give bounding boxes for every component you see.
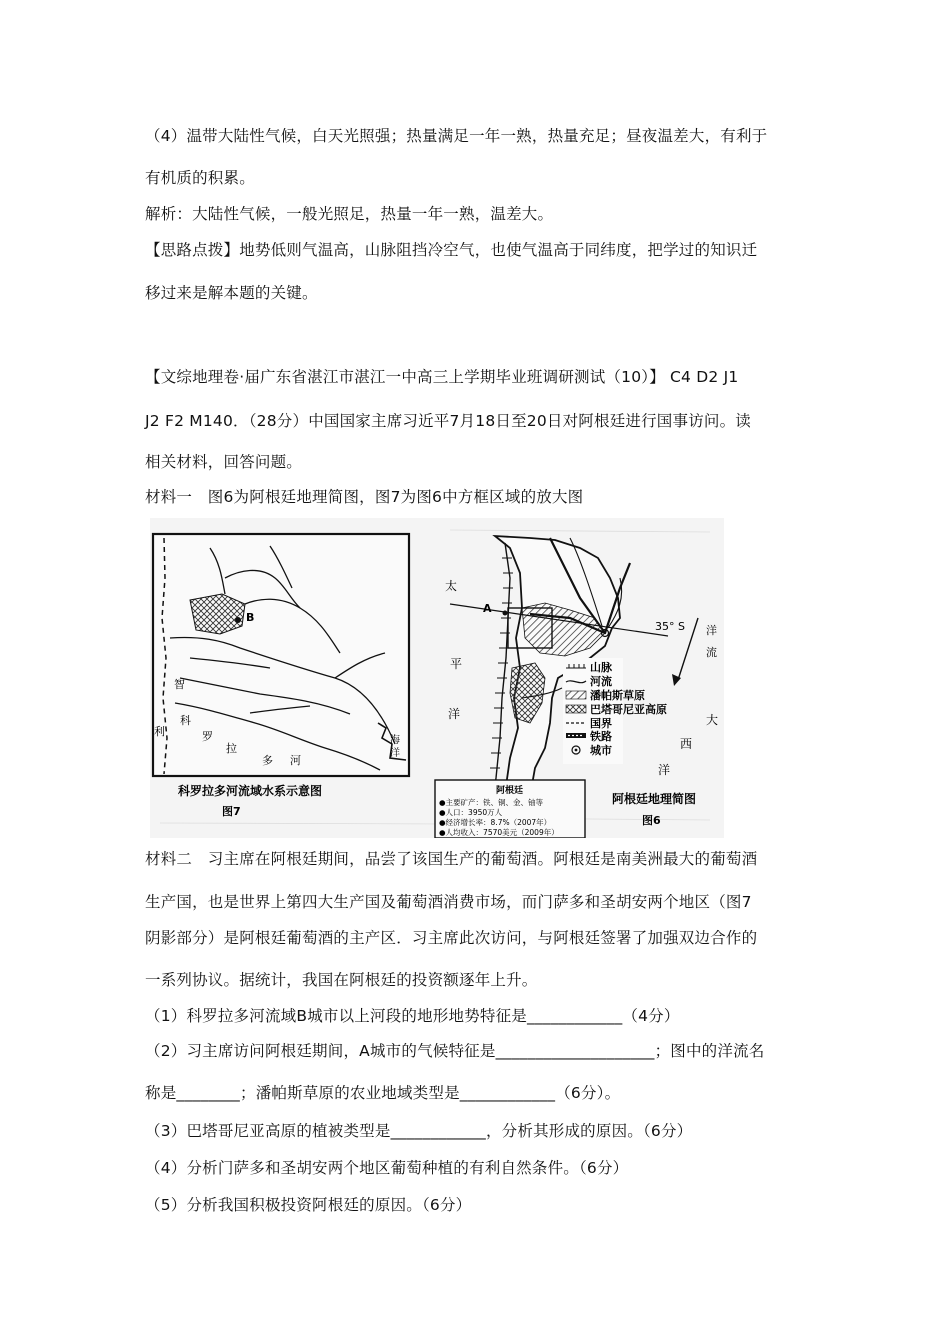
river-label-1: 科 — [180, 714, 191, 727]
current-label-2: 流 — [706, 646, 717, 659]
river-label-3: 拉 — [226, 742, 237, 755]
question-1-line: （1）科罗拉多河流域B城市以上河段的地形地势特征是____________（4分） — [145, 1007, 680, 1025]
figure-6-caption: 图6 — [642, 814, 661, 827]
river-label-2: 罗 — [202, 730, 213, 743]
material-2-line-2: 生产国，也是世界上第四大生产国及葡萄酒消费市场，而门萨多和圣胡安两个地区（图7 — [145, 893, 752, 911]
city-a-label: A — [483, 602, 492, 615]
chile-label-1: 智 — [174, 678, 185, 691]
atlantic-label-2: 西 — [680, 737, 693, 751]
legend-item-river: 河流 — [590, 675, 612, 688]
answer-4-line-2: 有机质的积累。 — [145, 169, 255, 187]
pacific-label-3: 洋 — [448, 707, 461, 721]
city-b-label: B — [246, 611, 255, 624]
pacific-label-1: 太 — [445, 579, 458, 593]
question-intro-line-1: J2 F2 M140．（28分）中国国家主席习近平7月18日至20日对阿根廷进行国事访问。读 — [145, 412, 752, 430]
atlantic-label-1: 大 — [706, 713, 719, 727]
argentina-infobox — [435, 780, 585, 838]
infobox-row: ●人口：3950万人 — [439, 808, 503, 817]
material-2-line-1: 材料二 习主席在阿根廷期间，品尝了该国生产的葡萄酒。阿根廷是南美洲最大的葡萄酒 — [145, 850, 758, 868]
infobox-row: ●人均收入：7570美元（2009年） — [439, 828, 559, 837]
answer-4-line-1: （4）温带大陆性气候，白天光照强；热量满足一年一熟，热量充足；昼夜温差大，有利于 — [145, 127, 768, 145]
question-4-line: （4）分析门萨多和圣胡安两个地区葡萄种植的有利自然条件。（6分） — [145, 1159, 629, 1177]
analysis-line: 解析：大陆性气候，一般光照足，热量一年一熟，温差大。 — [145, 205, 554, 223]
figure-7-title: 科罗拉多河流域水系示意图 — [178, 784, 323, 798]
question-2-line-2: 称是________；潘帕斯草原的农业地域类型是____________（6分）。 — [145, 1084, 621, 1102]
hint-line-1: 【思路点拨】地势低则气温高，山脉阻挡冷空气，也使气温高于同纬度，把学过的知识迁 — [145, 241, 758, 259]
question-3-line: （3）巴塔哥尼亚高原的植被类型是____________，分析其形成的原因。（6分） — [145, 1122, 693, 1140]
map-figure — [150, 518, 724, 838]
legend-item-pampas: 潘帕斯草原 — [590, 689, 645, 702]
legend-item-mountain: 山脉 — [590, 661, 612, 674]
legend-item-patagonia: 巴塔哥尼亚高原 — [590, 703, 667, 716]
legend-item-railway: 铁路 — [590, 730, 612, 743]
hint-line-2: 移过来是解本题的关键。 — [145, 284, 318, 302]
sea-label-1: 海 — [390, 735, 400, 746]
material-1-line: 材料一 图6为阿根廷地理简图，图7为图6中方框区域的放大图 — [145, 488, 584, 506]
question-intro-line-2: 相关材料，回答问题。 — [145, 453, 303, 471]
material-2-line-4: 一系列协议。据统计，我国在阿根廷的投资额逐年上升。 — [145, 971, 538, 989]
river-label-5: 河 — [290, 754, 301, 767]
river-label-4: 多 — [262, 754, 273, 767]
figure-6-title: 阿根廷地理简图 — [612, 792, 697, 806]
chile-label-2: 利 — [154, 725, 165, 738]
infobox-row: ●经济增长率：8.7%（2007年） — [439, 818, 552, 827]
latitude-label: 35° S — [655, 620, 685, 633]
pacific-label-2: 平 — [450, 657, 463, 671]
legend-item-city: 城市 — [590, 744, 612, 757]
current-label-1: 洋 — [706, 624, 717, 637]
figure-7-map — [153, 534, 409, 818]
infobox-title: 阿根廷 — [496, 786, 524, 796]
question-2-line-1: （2）习主席访问阿根廷期间，A城市的气候特征是____________________；图中的洋流名 — [145, 1042, 765, 1060]
material-2-line-3: 阴影部分）是阿根廷葡萄酒的主产区．习主席此次访问，与阿根廷签署了加强双边合作的 — [145, 929, 758, 947]
atlantic-label-3: 洋 — [658, 763, 671, 777]
sea-label-2: 洋 — [390, 748, 400, 759]
question-source-line: 【文综地理卷·届广东省湛江市湛江一中高三上学期毕业班调研测试（10）】 C4 D2 J1 — [145, 368, 739, 386]
figure-7-caption: 图7 — [222, 805, 241, 818]
legend-item-border: 国界 — [590, 717, 612, 730]
question-5-line: （5）分析我国积极投资阿根廷的原因。（6分） — [145, 1196, 472, 1214]
infobox-row: ●主要矿产：铁、铜、金、铀等 — [439, 798, 544, 807]
